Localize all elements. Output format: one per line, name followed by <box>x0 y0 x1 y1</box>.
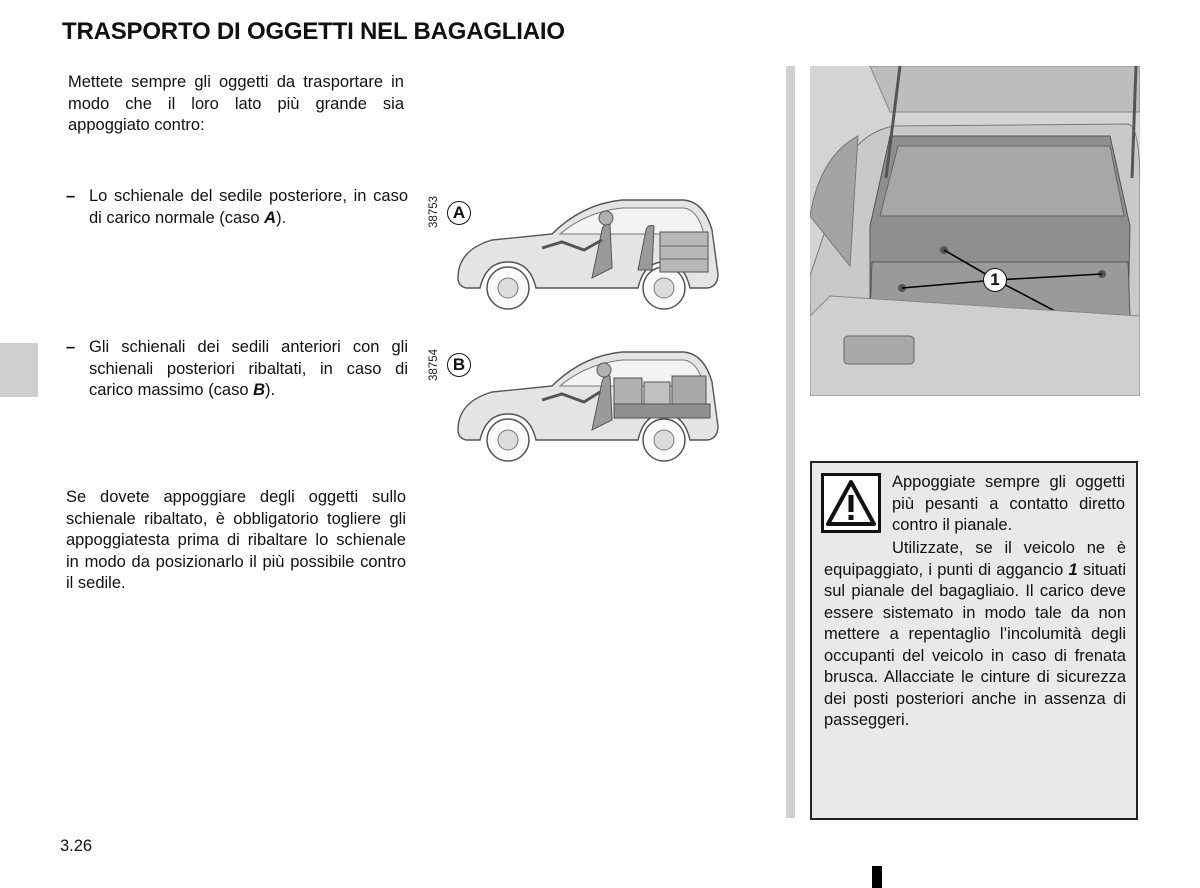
trunk-photo-illustration <box>810 66 1140 396</box>
warning-text-rest: Utilizzate, se il veicolo ne è equipaggiato, i punti di aggancio 1 situati sul pianale del bagagliaio. Il carico deve essere sistemato in modo tale da non mettere a repentaglio l’incolumità degli occupanti del veicolo in caso di frenata brusca. Allacciate le cinture di sicurezza dei posti posteriori anche in assenza di passeggeri. <box>824 539 1126 729</box>
car-cutaway-maximum-load-illustration <box>452 342 724 464</box>
car-cutaway-normal-load-illustration <box>452 190 724 312</box>
page-edge-mark <box>872 866 882 888</box>
figure-ref-b: 38754 <box>428 349 440 381</box>
bullet-dash: – <box>66 187 76 205</box>
figure-ref-a: 38753 <box>428 196 440 228</box>
column-divider <box>786 66 795 818</box>
page-title: TRASPORTO DI OGGETTI NEL BAGAGLIAIO <box>62 18 565 45</box>
figure-label-a: A <box>447 201 471 225</box>
bullet-text: Gli schienali dei sedili anteriori con gli schienali posteriori ribaltati, in caso di carico massimo (caso B). <box>89 338 408 399</box>
intro-paragraph: Mettete sempre gli oggetti da trasportare in modo che il loro lato più grande sia appoggiato contro: <box>68 73 404 134</box>
warning-triangle-icon <box>821 473 881 533</box>
warning-text-first: Appoggiate sempre gli oggetti più pesanti a contatto diretto contro il pianale. <box>892 473 1125 534</box>
figure-label-b: B <box>447 353 471 377</box>
anchor-point-callout-1: 1 <box>983 268 1007 292</box>
bullet-dash: – <box>66 338 76 356</box>
closing-paragraph: Se dovete appoggiare degli oggetti sullo schienale ribaltato, è obbligatorio togliere gli appoggiatesta prima di ribaltare lo schienale in modo da posizionarlo il più possibile contro il sedile. <box>66 488 406 592</box>
page-number: 3.26 <box>60 837 93 855</box>
chapter-side-tab <box>0 343 38 397</box>
bullet-text: Lo schienale del sedile posteriore, in caso di carico normale (caso A). <box>89 187 408 227</box>
